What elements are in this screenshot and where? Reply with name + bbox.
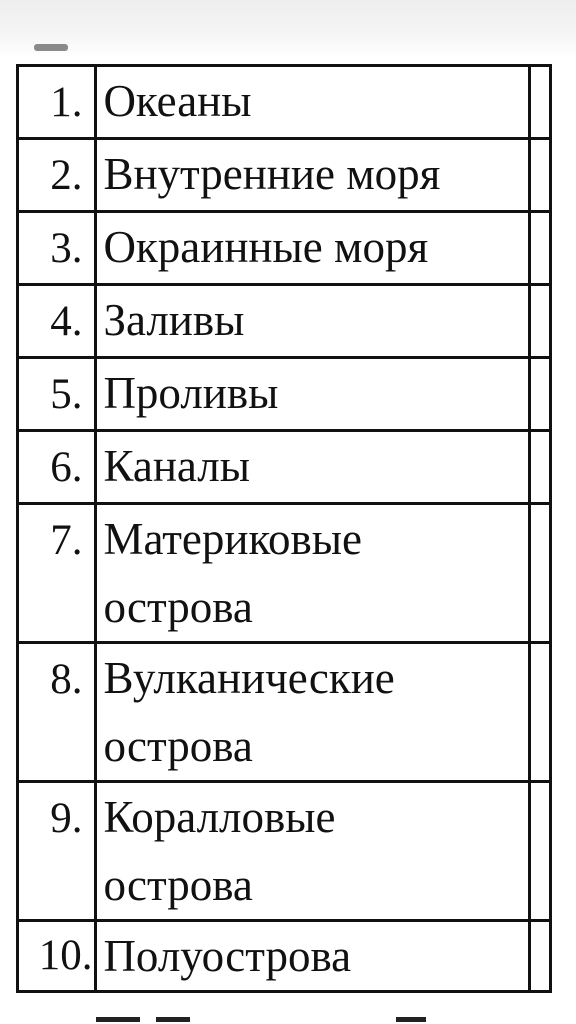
table-row bbox=[18, 66, 551, 139]
row-name: Каналы bbox=[103, 441, 250, 491]
table-row bbox=[18, 782, 551, 921]
top-page-shadow bbox=[0, 0, 576, 58]
row-name-cell bbox=[96, 921, 529, 992]
row-name: Вулканические острова bbox=[103, 653, 395, 771]
row-name-cell bbox=[96, 643, 529, 782]
row-number-cell bbox=[18, 643, 96, 782]
row-name-cell bbox=[96, 285, 529, 358]
row-number-cell bbox=[18, 504, 96, 643]
table-row bbox=[18, 504, 551, 643]
row-name-cell bbox=[96, 212, 529, 285]
row-empty-cell bbox=[529, 212, 550, 285]
table-row bbox=[18, 431, 551, 504]
cut-off-text-below bbox=[96, 1003, 576, 1024]
row-number: 6. bbox=[50, 444, 83, 491]
row-name: Полуострова bbox=[103, 931, 352, 981]
row-name: Проливы bbox=[103, 368, 279, 418]
row-name-cell bbox=[96, 504, 529, 643]
row-empty-cell bbox=[529, 358, 550, 431]
table-row bbox=[18, 358, 551, 431]
top-page-mark bbox=[34, 44, 68, 51]
row-number: 8. bbox=[50, 656, 83, 703]
row-empty-cell bbox=[529, 782, 550, 921]
row-empty-cell bbox=[529, 431, 550, 504]
row-number-cell bbox=[18, 431, 96, 504]
table-row bbox=[18, 139, 551, 212]
row-number-cell bbox=[18, 782, 96, 921]
row-number-cell bbox=[18, 358, 96, 431]
row-name: Внутренние моря bbox=[103, 149, 441, 199]
row-name: Окраинные моря bbox=[103, 222, 429, 272]
row-number-cell bbox=[18, 285, 96, 358]
table-row bbox=[18, 921, 551, 992]
row-name-cell bbox=[96, 358, 529, 431]
row-number: 1. bbox=[50, 79, 83, 126]
row-name-cell bbox=[96, 66, 529, 139]
row-name-cell bbox=[96, 782, 529, 921]
row-name: Океаны bbox=[103, 76, 252, 126]
table-row bbox=[18, 285, 551, 358]
row-number-cell bbox=[18, 66, 96, 139]
row-empty-cell bbox=[529, 66, 550, 139]
row-empty-cell bbox=[529, 285, 550, 358]
row-number: 7. bbox=[50, 517, 83, 564]
row-number-cell bbox=[18, 212, 96, 285]
row-name: Коралловые острова bbox=[103, 792, 336, 910]
row-name: Материковые острова bbox=[103, 514, 363, 632]
row-number-cell bbox=[18, 139, 96, 212]
row-name-cell bbox=[96, 139, 529, 212]
table-row bbox=[18, 643, 551, 782]
terms-table bbox=[16, 64, 552, 993]
row-name-cell bbox=[96, 431, 529, 504]
row-number: 10. bbox=[38, 932, 93, 979]
row-number: 4. bbox=[50, 298, 83, 345]
row-number: 3. bbox=[50, 225, 83, 272]
row-empty-cell bbox=[529, 643, 550, 782]
row-empty-cell bbox=[529, 139, 550, 212]
row-empty-cell bbox=[529, 921, 550, 992]
row-empty-cell bbox=[529, 504, 550, 643]
row-number: 9. bbox=[50, 795, 83, 842]
row-number: 2. bbox=[50, 152, 83, 199]
row-number-cell bbox=[18, 921, 96, 992]
table-row bbox=[18, 212, 551, 285]
row-number: 5. bbox=[50, 371, 83, 418]
row-name: Заливы bbox=[103, 295, 245, 345]
